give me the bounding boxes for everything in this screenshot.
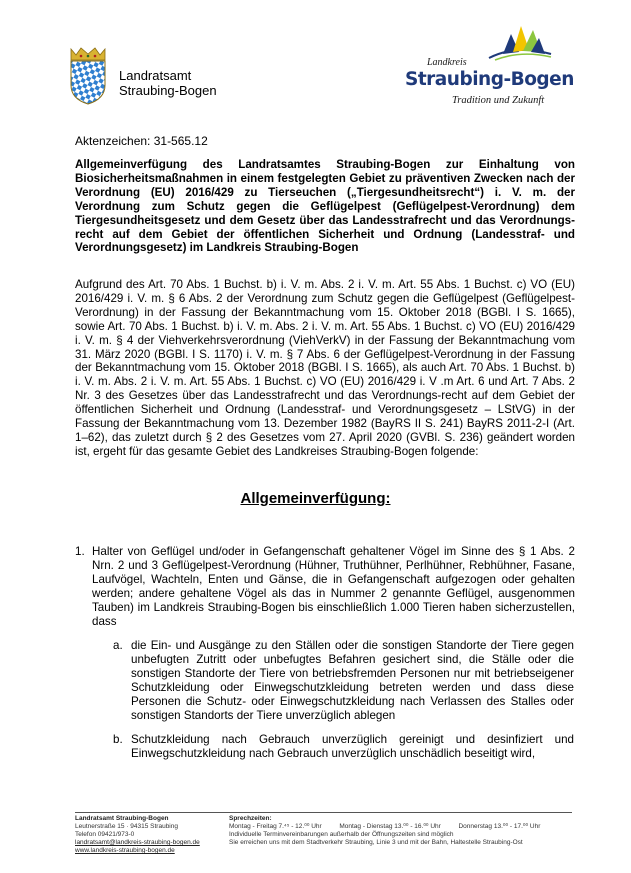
subitem-letter: b. [113,733,123,746]
bavaria-crest-icon [67,47,109,105]
reference-number: Aktenzeichen: 31-565.12 [75,134,208,148]
logo-tagline: Tradition und Zukunft [452,95,545,106]
footer-contact [75,815,225,855]
logo-name: Straubing-Bogen [405,69,574,90]
org-line-1: Landratsamt [119,68,192,83]
org-line-2: Straubing-Bogen [119,83,217,98]
footer-org-title: Landratsamt Straubing-Bogen [75,815,169,822]
organization-name [119,68,217,98]
footer-divider [75,812,572,813]
footer-address: Leutnerstraße 15 · 94315 Straubing [75,823,178,830]
logo-landkreis-label: Landkreis [427,57,467,68]
landkreis-logo [403,24,578,114]
legal-basis-paragraph: Aufgrund des Art. 70 Abs. 1 Buchst. b) i. V. m. Abs. 2 i. V. m. Art. 55 Abs. 1 Buchst. c) VO (EU) 2016/429 i. V. m. § 6 Abs. 2 der Verordnung zum Schutz gegen die Geflügelpest (Geflügelpest-Verordnung) in der Fassung der Bekanntmachung vom 15. Oktober 2018 (BGBl. I S. 1665), sowie Art. 70 Abs. 1 Buchst. b) i. V. m. Abs. 2 i. V. m. Art. 55 Abs. 1 Buchst. c) VO (EU) 2016/429 i. V. m. § 4 der Viehverkehrsverordnung (ViehVerkV) in der Fassung der Bekanntmachung vom 31. März 2020 (BGBl. I S. 1170) i. V. m. § 7 Abs. 6 der Geflügelpest-Verordnung in der Fassung der Bekanntmachung vom 15. Oktober 2018 (BGBl. I S. 1665), als auch Art. 70 Abs. 1 Buchst. b) i. V. m. Abs. 2 i. V. m. Art. 55 Abs. 1 Buchst. c) VO (EU) 2016/429 i. V .m Art. 6 und Art. 7 Abs. 2 Nr. 3 des Gesetzes über das Landesstrafrecht und das Verordnungs-recht auf dem Gebiet der öffentlichen Sicherheit und Ordnung (Landesstraf- und Verordnungsgesetz – LStVG) in der Fassung der Bekanntmachung vom 13. Dezember 1982 (BayRS II S. 241) BayRS 2011-2-I (Art. 1–62), das zuletzt durch § 2 des Gesetzes vom 27. April 2020 (GVBl. S. 236) geändert worden ist, ergeht für das gesamte Gebiet des Landkreises Straubing-Bogen folgende: [75,278,575,458]
landkreis-emblem-icon [487,24,553,64]
section-heading: Allgemeinverfügung: [240,490,391,507]
list-item-number: 1. [75,545,85,558]
footer-phone: Telefon 09421/973-0 [75,831,135,838]
footer-hours-mon-tue: Montag - Dienstag 13.⁰⁰ - 16.⁰⁰ Uhr [339,823,441,830]
footer-hours-thursday: Donnerstag 13.⁰⁰ - 17.⁰⁰ Uhr [458,823,541,830]
footer-website-link[interactable]: www.landkreis-straubing-bogen.de [75,847,175,854]
document-title: Allgemeinverfügung des Landratsamtes Straubing-Bogen zur Einhaltung von Biosicherheitsmaßnahmen in einem festgelegten Gebiet zu präventiven Zwecken nach der Verordnung (EU) 2016/429 zu Tierseuchen („Tiergesundheitsrecht“) i. V. m. der Verordnung zum Schutz gegen die Geflügelpest (Geflügelpest-Verordnung) dem Tiergesundheitsgesetz und dem Gesetz über das Landesstrafrecht und das Verordnungs-recht auf dem Gebiet der öffentlichen Sicherheit und Ordnung (Landesstraf- und Verordnungsgesetz) im Landkreis Straubing-Bogen [75,158,575,255]
footer-office-hours [229,815,574,847]
subitem-letter: a. [113,639,123,652]
footer-email-link[interactable]: landratsamt@landkreis-straubing-bogen.de [75,839,200,846]
subitem-text: die Ein- und Ausgänge zu den Ställen oder die sonstigen Standorte der Tiere gegen unbefugten Zutritt oder unbefugtes Befahren gesichert sind, die Ställe oder die sonstigen Standorte der Tiere von betriebsfremden Personen nur mit betriebseigener Schutzkleidung oder Einwegschutzkleidung betreten werden und dass diese Personen die Schutz- oder Einwegschutzkleidung nach Verlassen des Stalles oder sonstigen Standorts der Tiere unverzüglich ablegen [131,639,574,722]
footer-hours-title: Sprechzeiten: [229,815,272,822]
footer-appointment-note: Individuelle Terminvereinbarungen außerhalb der Öffnungszeiten sind möglich [229,831,454,838]
footer-hours-weekdays: Montag - Freitag 7.⁴⁵ - 12.⁰⁰ Uhr [229,823,322,830]
list-item-text: Halter von Geflügel und/oder in Gefangenschaft gehaltener Vögel im Sinne des § 1 Abs. 2 Nrn. 2 und 3 Geflügelpest-Verordnung (Hühner, Truthühner, Perlhühner, Rebhühner, Fasane, Laufvögel, Wachteln, Enten und Gänse, die in Gefangenschaft aufgezogen oder gehalten werden; andere gehaltene Vögel als das in Nummer 2 genannte Geflügel, ausgenommen Tauben) im Landkreis Straubing-Bogen bis einschließlich 1.000 Tieren haben sicherzustellen, dass [92,545,575,628]
subitem-text: Schutzkleidung nach Gebrauch unverzüglich gereinigt und desinfiziert und Einwegschutzkleidung nach Gebrauch unverzüglich unschädlich beseitigt wird, [131,733,574,760]
footer-transport-note: Sie erreichen uns mit dem Stadtverkehr Straubing, Linie 3 und mit der Bahn, Haltestelle Straubing-Ost [229,839,523,846]
